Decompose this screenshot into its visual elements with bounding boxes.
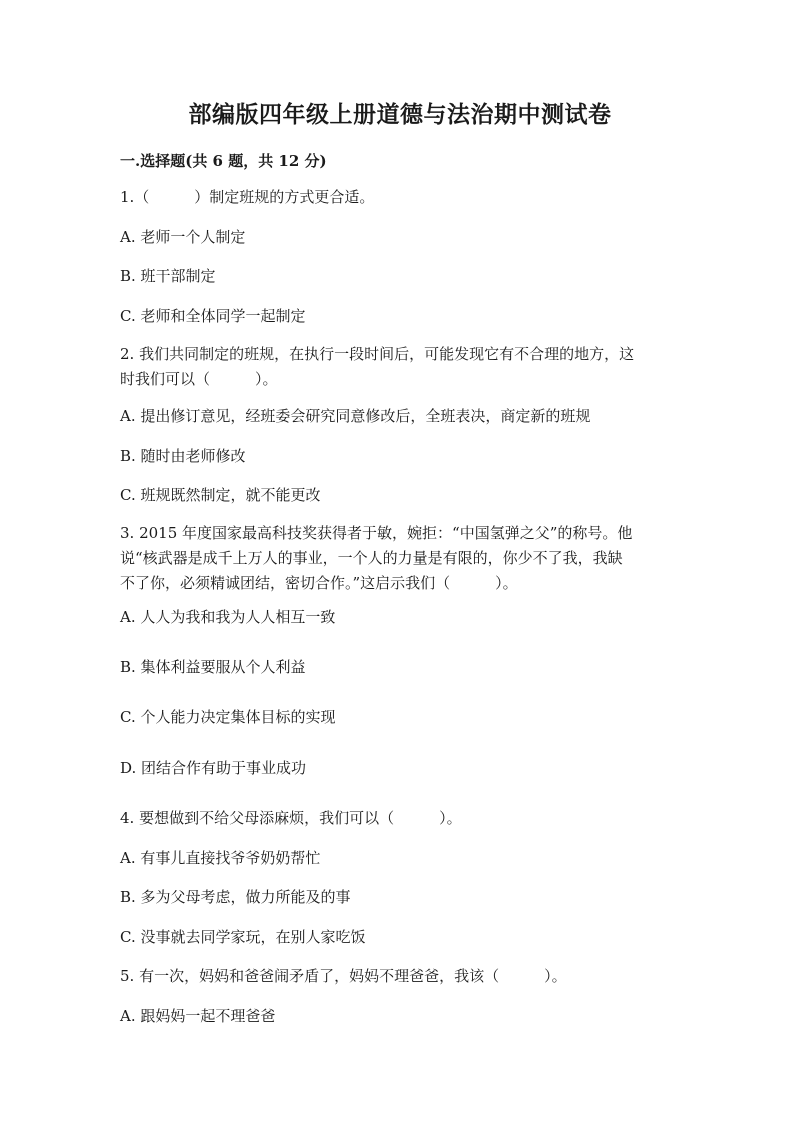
question-3-option-c: C. 个人能力决定集体目标的实现 (120, 708, 336, 726)
question-5-option-a: A. 跟妈妈一起不理爸爸 (120, 1007, 276, 1025)
question-3-stem (120, 521, 680, 596)
question-3-option-a: A. 人人为我和我为人人相互一致 (120, 608, 336, 626)
question-2-option-c: C. 班规既然制定，就不能更改 (120, 486, 321, 504)
question-3-stem-line-1: 3. 2015 年度国家最高科技奖获得者于敏，婉拒：“中国氢弹之父”的称号。他 (120, 524, 633, 542)
question-3-stem-line-3: 不了你，必须精诚团结，密切合作。”这启示我们（ ）。 (120, 574, 518, 592)
question-1-stem: 1.（ ）制定班规的方式更合适。 (120, 188, 375, 206)
question-1-option-c: C. 老师和全体同学一起制定 (120, 307, 306, 325)
question-4-stem: 4. 要想做到不给父母添麻烦，我们可以（ ）。 (120, 809, 462, 827)
question-4-option-b: B. 多为父母考虑，做力所能及的事 (120, 888, 351, 906)
section-heading: 一.选择题(共 6 题，共 12 分) (120, 152, 327, 170)
question-3-stem-line-2: 说“核武器是成千上万人的事业，一个人的力量是有限的，你少不了我，我缺 (120, 549, 623, 567)
page-title: 部编版四年级上册道德与法治期中测试卷 (188, 101, 612, 128)
question-2-stem-line-2: 时我们可以（ ）。 (120, 370, 278, 388)
question-4-option-c: C. 没事就去同学家玩，在别人家吃饭 (120, 928, 366, 946)
question-1-option-b: B. 班干部制定 (120, 267, 216, 285)
question-2-stem-line-1: 2. 我们共同制定的班规，在执行一段时间后，可能发现它有不合理的地方，这 (120, 345, 635, 363)
question-3-option-b: B. 集体利益要服从个人利益 (120, 658, 306, 676)
question-2-option-b: B. 随时由老师修改 (120, 447, 246, 465)
question-2-stem (120, 342, 680, 392)
question-1-option-a: A. 老师一个人制定 (120, 228, 246, 246)
question-4-option-a: A. 有事儿直接找爷爷奶奶帮忙 (120, 849, 321, 867)
question-5-stem: 5. 有一次，妈妈和爸爸闹矛盾了，妈妈不理爸爸，我该（ ）。 (120, 967, 567, 985)
question-2-option-a: A. 提出修订意见，经班委会研究同意修改后，全班表决，商定新的班规 (120, 407, 591, 425)
question-3-option-d: D. 团结合作有助于事业成功 (120, 759, 307, 777)
